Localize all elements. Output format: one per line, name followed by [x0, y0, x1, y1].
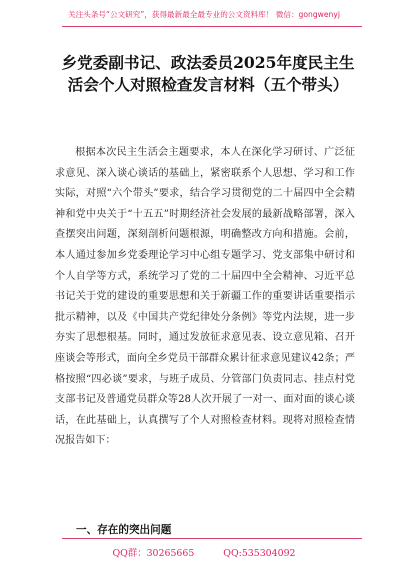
document-title: 乡党委副书记、政法委员2025年度民主生活会个人对照检查发言材料（五个带头） — [61, 53, 355, 94]
section-heading: 一、存在的突出问题 — [76, 524, 172, 536]
footer-divider — [62, 538, 362, 539]
body-paragraph: 根据本次民主生活会主题要求，本人在深化学习研讨、广泛征求意见、深入谈心谈话的基础上，紧密联系个人思想、学习和工作实际，对照“六个带头”要求，结合学习贯彻党的二十届四中全会精神和党中央关于“十五五”时期经济社会发展的最新战略部署，深入查摆突出问题，深刻剖析问题根源，明确整改方向和措施。会前，本人通过参加乡党委理论学习中心组专题学习、党支部集中研讨和个人自学等方式，系统学习了党的二十届四中全会精神、习近平总书记关于党的建设的重要思想和关于新疆工作的重要讲话重要指示批示精神，以及《中国共产党纪律处分条例》等党内法规，进一步夯实了思想根基。同时，通过发放征求意见表、设立意见箱、召开座谈会等形式，面向全乡党员干部群众累计征求意见建议42条；严格按照“四必谈”要求，与班子成员、分管部门负责同志、挂点村党支部书记及普通党员群众等28人次开展了一对一、面对面的谈心谈话，在此基础上，认真撰写了个人对照检查材料。现将对照检查情况报告如下： — [55, 147, 355, 447]
footer-qq: QQ:535304092 — [223, 548, 296, 559]
footer-qq-group: QQ群：30265665 — [112, 548, 195, 559]
footer — [0, 545, 408, 559]
top-banner: 关注头条号“公文研究”，获得最新最全最专业的公文资料库！ 微信：gongwenyj — [68, 10, 340, 19]
header-divider — [62, 26, 362, 27]
